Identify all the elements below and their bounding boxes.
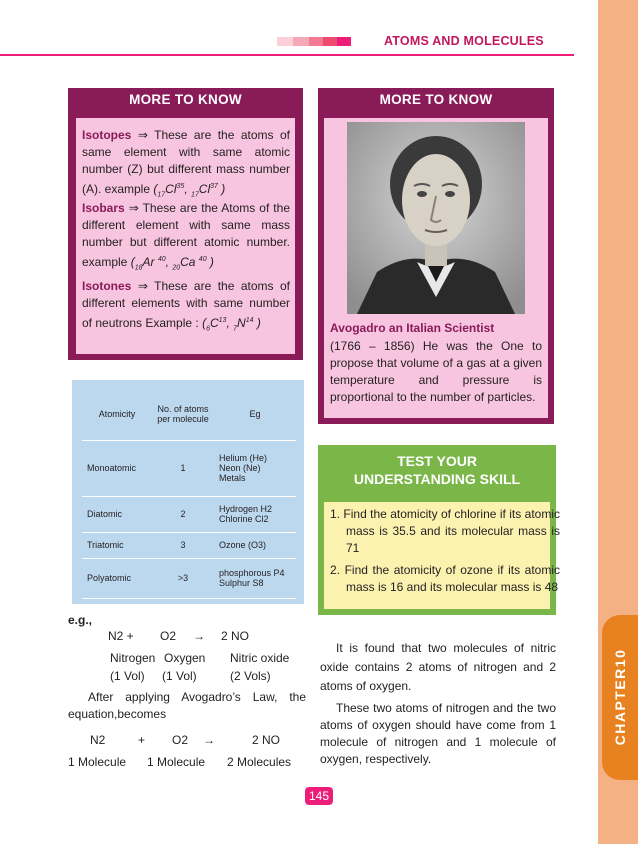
isotopes-definition (82, 127, 290, 203)
eg-line: Neon (Ne) (219, 463, 261, 473)
avogadro-law-sentence: After applying Avogadro’s Law, the equation,becomes (68, 690, 306, 721)
molecule-nitrogen: 1 Molecule (68, 755, 127, 769)
isotopes-text: These are the atoms of same element with same atomic number (Z) but different mass number (A). example (82, 128, 291, 196)
name-nitric-oxide: Nitric oxide (230, 651, 290, 665)
table-header-row (82, 388, 296, 440)
table-cell-eg: Ozone (O3) (214, 532, 296, 558)
table-cell-eg (214, 496, 296, 532)
table-cell-atomicity: Triatomic (82, 532, 152, 558)
header-stripe-4 (323, 37, 337, 46)
eg-line: Helium (He) (219, 453, 268, 463)
atomicity-table (82, 388, 296, 599)
eq2-n2: N2 (90, 733, 106, 747)
eg-line: Metals (219, 473, 246, 483)
table-row (82, 558, 296, 598)
eg-line: Sulphur S8 (219, 578, 264, 588)
eq1-no: 2 NO (221, 629, 250, 643)
eq1-n2: N2 + (108, 629, 134, 643)
isotones-text: These are the atoms of different elements with same number of neutrons Example : (82, 279, 291, 330)
isotones-term: Isotones (82, 279, 132, 293)
more-to-know-left-heading: MORE TO KNOW (68, 88, 303, 112)
avogadro-portrait (347, 122, 525, 314)
page-header-title: ATOMS AND MOLECULES (384, 34, 544, 48)
right-paragraph-2: These two atoms of nitrogen and the two atoms of oxygen should have come from 1 molecule of nitrogen and 1 molecule of oxygen, respectively. (320, 701, 556, 766)
header-stripe-5 (337, 37, 351, 46)
isobars-term: Isobars (82, 201, 125, 215)
isotones-example: ($_6C^{13}$, $_7N^{14}$ ) (202, 316, 261, 333)
avogadro-caption-text: (1766 – 1856) He was the One to propose that volume of a gas at a given temperature and pressure is proportional to the number of particles. (330, 339, 542, 404)
molecule-nitric-oxide: 2 Molecules (227, 755, 292, 769)
table-cell-count: 2 (152, 496, 214, 532)
isobars-example: ($_{18}Ar$ $^{40}$, $_{20}$Ca $^{40}$ ) (130, 255, 214, 272)
eq1-arrow: → (193, 629, 205, 643)
test-question-1: 1. Find the atomicity of chlorine if its atomic mass is 35.5 and its molecular mass is 71 (330, 507, 560, 555)
header-stripe-1 (277, 37, 293, 46)
header-rule (0, 54, 574, 56)
chapter-tab-label: CHAPTER10 (612, 648, 628, 746)
more-to-know-right-heading: MORE TO KNOW (318, 88, 554, 112)
isobars-text: These are the Atoms of the different element with same mass number but different atomic number. example (82, 201, 290, 269)
isotones-arrow: ⇒ (137, 279, 148, 293)
header-stripe-2 (293, 37, 309, 46)
test-question-2: 2. Find the atomicity of ozone if its atomic mass is 16 and its molecular mass is 48 (330, 563, 560, 594)
table-cell-count: >3 (152, 558, 214, 598)
page-number: 145 (305, 787, 333, 805)
table-cell-atomicity: Diatomic (82, 496, 152, 532)
vol-nitrogen: (1 Vol) (110, 669, 145, 683)
table-row (82, 532, 296, 558)
table-row (82, 496, 296, 532)
name-oxygen: Oxygen (164, 651, 206, 665)
table-cell-atomicity: Polyatomic (82, 558, 152, 598)
header-stripe-3 (309, 37, 323, 46)
vol-oxygen: (1 Vol) (162, 669, 197, 683)
table-cell-eg (214, 440, 296, 496)
table-header-eg: Eg (214, 388, 296, 440)
test-skill-heading-line1: TEST YOUR (397, 453, 477, 469)
table-cell-count: 3 (152, 532, 214, 558)
table-cell-eg (214, 558, 296, 598)
eq2-arrow: → (203, 733, 215, 747)
eg-line: Hydrogen H2 (219, 504, 273, 514)
eq2-plus: + (138, 733, 146, 747)
vol-nitric-oxide: (2 Vols) (230, 669, 271, 683)
isotopes-term: Isotopes (82, 128, 132, 142)
isotopes-example: ($_{17}Cl^{35}$, $_{17}Cl^{37}$ ) (153, 182, 226, 199)
table-header-count: No. of atoms per molecule (152, 388, 214, 440)
molecule-oxygen: 1 Molecule (147, 755, 206, 769)
isotones-definition (82, 278, 290, 337)
eg-line: Chlorine Cl2 (219, 514, 269, 524)
isobars-arrow: ⇒ (128, 201, 139, 215)
table-row (82, 440, 296, 496)
eq2-no: 2 NO (252, 733, 281, 747)
right-paragraph-1: It is found that two molecules of nitric oxide contains 2 atoms of nitrogen and 2 atoms of oxygen. (320, 641, 556, 693)
isotopes-arrow: ⇒ (137, 128, 148, 142)
portrait-icon (347, 122, 525, 314)
eg-line: phosphorous P4 (219, 568, 285, 578)
table-header-atomicity: Atomicity (82, 388, 152, 440)
eq1-o2: O2 (160, 629, 177, 643)
test-skill-heading (318, 452, 556, 488)
test-skill-heading-line2: UNDERSTANDING SKILL (353, 471, 521, 487)
table-cell-count: 1 (152, 440, 214, 496)
example-label: e.g., (68, 613, 93, 627)
table-cell-atomicity: Monoatomic (82, 440, 152, 496)
name-nitrogen: Nitrogen (110, 651, 156, 665)
isobars-definition (82, 200, 290, 276)
avogadro-caption-title: Avogadro an Italian Scientist (330, 321, 495, 335)
eq2-o2: O2 (172, 733, 189, 747)
